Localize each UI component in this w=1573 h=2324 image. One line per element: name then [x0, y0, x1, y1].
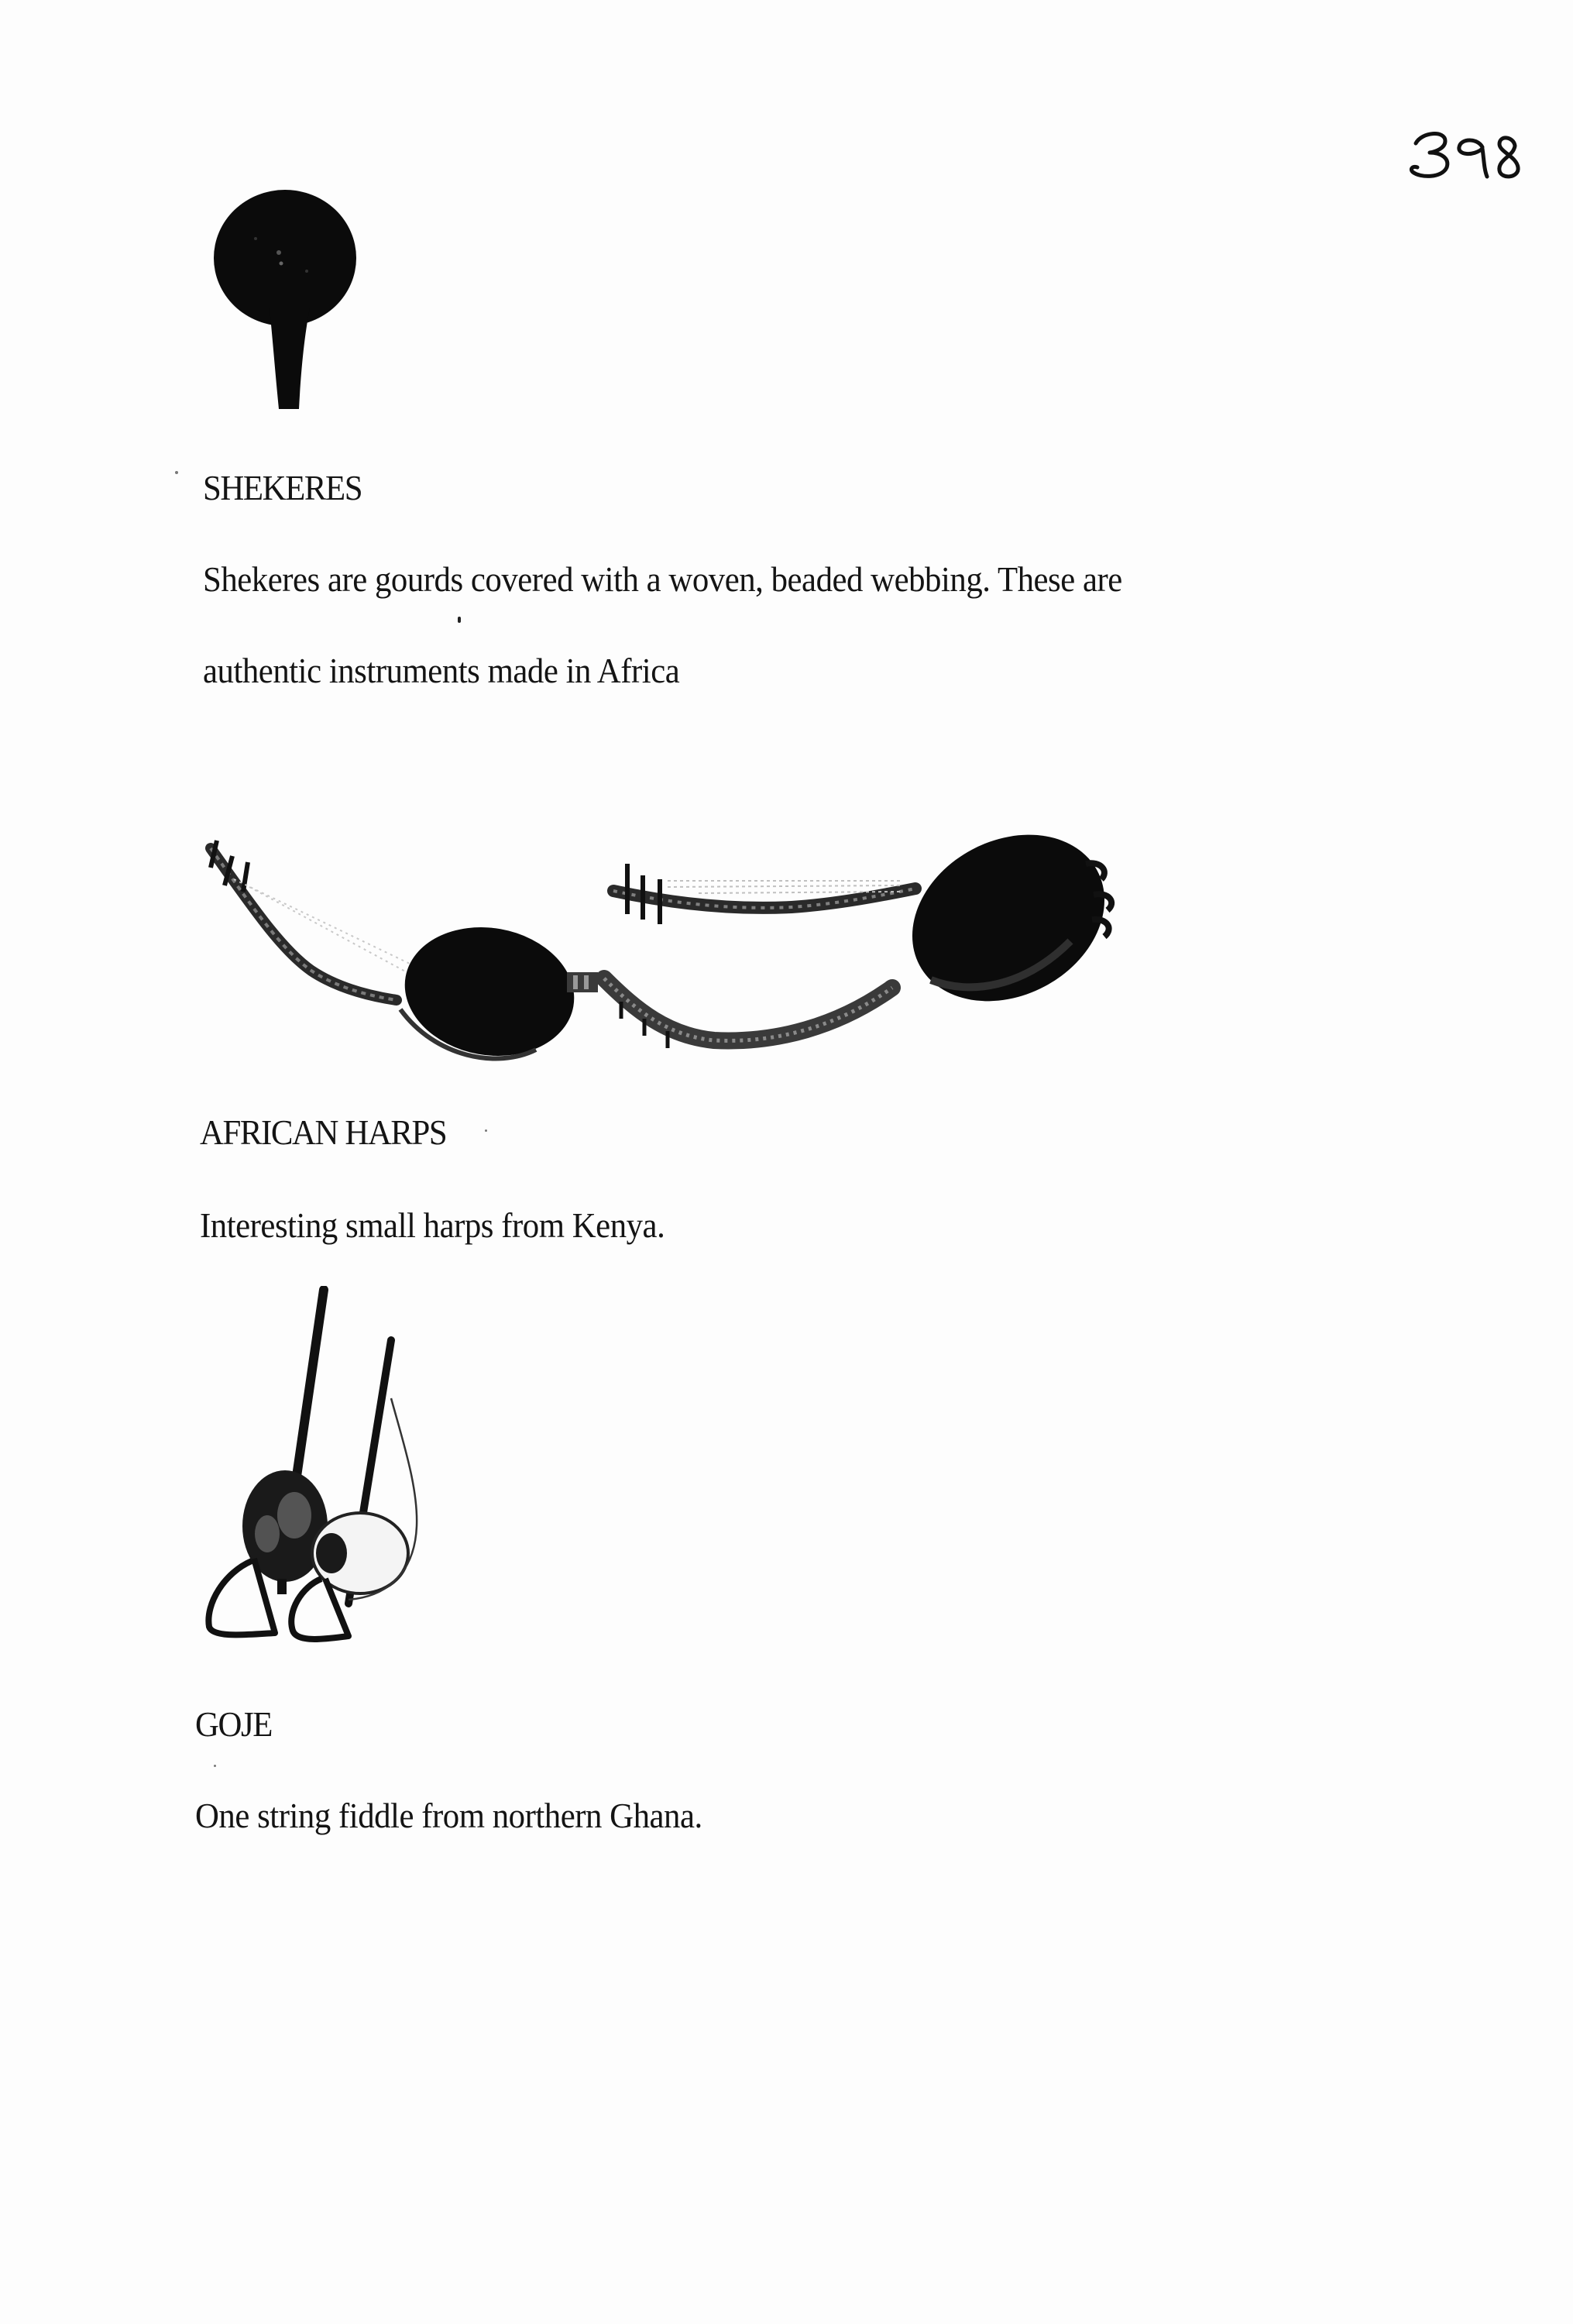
scan-speck	[458, 617, 461, 623]
shekere-image	[208, 184, 362, 417]
page-number	[1400, 116, 1532, 186]
scan-speck	[485, 1129, 487, 1132]
section-description-goje: One string fiddle from northern Ghana.	[195, 1796, 702, 1835]
section-description-african-harps: Interesting small harps from Kenya.	[200, 1205, 665, 1245]
scan-speck	[214, 1765, 216, 1767]
handwritten-page-number-icon	[1400, 116, 1532, 186]
african-harps-image	[203, 833, 1287, 1065]
section-heading-shekeres: SHEKERES	[203, 468, 362, 507]
goje-fiddle-illustration-icon	[194, 1286, 441, 1658]
scan-speck	[175, 471, 178, 474]
section-heading-african-harps: AFRICAN HARPS	[200, 1112, 447, 1152]
african-harps-illustration-icon	[203, 833, 1287, 1065]
section-heading-goje: GOJE	[195, 1704, 273, 1744]
goje-image	[194, 1286, 441, 1658]
section-description-shekeres-line-1: Shekeres are gourds covered with a woven, beaded webbing. These are	[203, 559, 1122, 599]
shekere-gourd-illustration-icon	[208, 184, 362, 417]
section-description-shekeres-line-2: authentic instruments made in Africa	[203, 651, 680, 690]
